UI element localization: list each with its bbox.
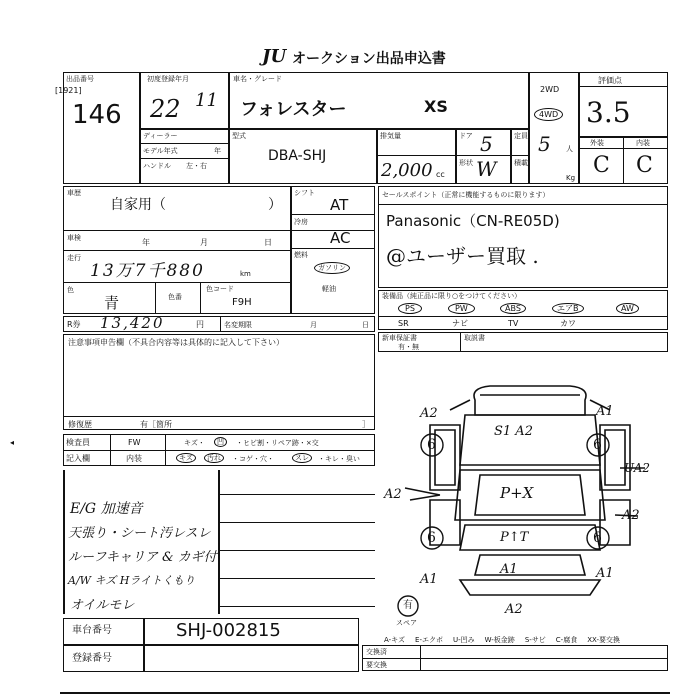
first-reg-month: 11 [195, 90, 218, 111]
spare-value: 有 [403, 600, 413, 611]
handle-label: ハンドル [143, 162, 171, 170]
capacity-label: 定員 [514, 132, 528, 140]
mileage-label: 走行 [67, 254, 81, 262]
shape-label: 形状 [459, 159, 473, 167]
inspector-row2-a: キズ [176, 453, 196, 463]
inspector-label: 検査員 [66, 438, 90, 447]
chassis-number: SHJ-002815 [176, 620, 281, 641]
sheet-code: [1921] [55, 86, 82, 95]
drive-4wd: 4WD [534, 108, 563, 121]
legend-replaced: 交換済 [366, 648, 387, 656]
mark-roof: S1 A2 [494, 424, 533, 439]
mark-a1-left-bottom: A1 [420, 572, 438, 587]
doors-label: ドア [459, 132, 473, 140]
inspector-row1-c: ・ヒビ割・リペア跡・×交 [236, 439, 319, 447]
equip-aw: AW [616, 303, 639, 314]
drive-2wd: 2WD [540, 85, 560, 94]
doors: 5 [480, 132, 493, 156]
inspection-day: 日 [264, 238, 272, 247]
inspector-fw: FW [128, 438, 141, 447]
equip-leather: カワ [560, 319, 576, 328]
inspector-row1-a: キズ・ [184, 439, 205, 447]
color-code: F9H [232, 297, 252, 308]
handle-options: 左・右 [186, 162, 207, 170]
shape: W [476, 157, 497, 181]
equip-tv: TV [508, 319, 519, 328]
cc-unit: cc [436, 170, 445, 179]
fuel: ガソリン [314, 262, 350, 274]
type-label: 型式 [232, 132, 246, 140]
equipment-label: 装備品（純正品に限り○をつけてください） [382, 292, 522, 300]
header-logo: JU [262, 46, 287, 67]
inspection-label: 車検 [67, 234, 81, 242]
history-label: 車歴 [67, 189, 81, 197]
equip-ps: PS [398, 303, 422, 314]
inspector-interior: 内装 [126, 454, 142, 463]
equip-navi: ナビ [452, 319, 468, 328]
spare-label: スペア [396, 619, 417, 627]
recycle-unit: 円 [196, 320, 204, 329]
kg-unit: Kg [566, 174, 576, 182]
mark-a2-left-mid: A2 [384, 487, 402, 502]
equip-abs: ABS [500, 303, 526, 314]
remark-1: E/G 加速音 [70, 501, 143, 517]
remark-5: オイルモレ [70, 598, 135, 613]
mark-hood: P+X [500, 484, 534, 502]
warranty-box [378, 332, 668, 352]
first-reg-label: 初度登録年月 [147, 75, 189, 83]
inspector-row2-b: 汚れ [204, 453, 224, 463]
fuel-label: 燃料 [294, 251, 308, 259]
equip-pw: PW [448, 303, 475, 314]
legend-needs-replace: 要交換 [366, 661, 387, 669]
ext-label: 外装 [590, 139, 604, 147]
equip-airbag: エアB [552, 303, 584, 314]
inspector-row2-d: スレ [292, 453, 312, 463]
grade: XS [424, 97, 448, 116]
inspection-month: 月 [200, 238, 208, 247]
shift-label: シフト [294, 189, 315, 197]
chassis-label: 車台番号 [72, 625, 112, 636]
lot-label: 出品番号 [66, 75, 94, 83]
inspector-row2-e: ・キレ・臭い [318, 455, 360, 463]
load-label: 積載 [514, 159, 528, 167]
capacity: 5 [538, 132, 551, 156]
mark-a2-left-top: A2 [420, 406, 438, 421]
inspector-row2-c: ・コゲ・穴・ [232, 455, 274, 463]
mark-front: P↑T [500, 530, 529, 545]
tire-front-left: 6 [427, 437, 436, 453]
meigi-label: 名変期限 [224, 321, 252, 329]
type-value: DBA-SHJ [268, 148, 327, 164]
legend-row: A-キズ E-エクボ U-凹み W-板金跡 S-サビ C-腐食 XX-要交換 [384, 636, 620, 644]
displacement-label: 排気量 [380, 132, 401, 140]
dealer-label: ディーラー [143, 132, 178, 140]
first-reg-year: 22 [150, 95, 181, 123]
entry-label: 記入欄 [66, 454, 90, 463]
color-code-label: 色コード [206, 285, 234, 293]
mark-ua2: UA2 [624, 461, 651, 475]
mark-a2-bottom: A2 [505, 602, 523, 617]
remark-2: 天張り・シート汚レスレ [68, 526, 211, 541]
fuel-other: 軽油 [322, 285, 336, 293]
sales-point-2: @ユーザー買取 . [386, 244, 539, 268]
manual-label: 取説書 [464, 334, 485, 342]
score-value: 3.5 [586, 96, 631, 129]
mark-a2-right: A2 [622, 508, 640, 523]
notes-label: 注意事項申告欄（不具合内容等は具体的に記入して下さい） [68, 338, 284, 347]
recycle-label: R券 [67, 320, 81, 329]
equip-sr: SR [398, 319, 409, 328]
inspector-row1-b: 凹 [214, 437, 227, 447]
mileage: 13万7千880 [90, 261, 205, 281]
warranty-value: 有・無 [398, 343, 419, 351]
color-no-label: 色番 [168, 293, 182, 301]
sales-point-1: Panasonic（CN-RE05D) [386, 212, 560, 230]
remark-4: A/W キズ Hライトくもり [68, 574, 195, 587]
sales-point-label: セールスポイント（正常に機能するものに限ります） [382, 191, 550, 199]
color: 青 [104, 294, 120, 312]
inspection-year: 年 [142, 238, 150, 247]
margin-mark: ◂ [10, 438, 15, 447]
reg-label: 登録番号 [72, 653, 112, 664]
score-label: 評価点 [598, 76, 622, 85]
model-label: 車名・グレード [233, 75, 282, 83]
history-value: 自家用（ [110, 197, 166, 213]
repair-value: 有［箇所 [140, 420, 172, 429]
tire-front-right: 6 [593, 437, 602, 453]
header-title: オークション出品申込書 [292, 51, 446, 67]
ext-grade: C [593, 153, 610, 178]
meigi-day: 日 [362, 321, 369, 329]
repair-close: ］ [362, 420, 370, 429]
sales-point-box [378, 186, 668, 288]
mark-a1-right-bottom: A1 [596, 566, 614, 581]
warranty-label: 新車保証書 [382, 334, 417, 342]
mark-a1-mid: A1 [500, 562, 518, 577]
history-close: ） [268, 197, 282, 213]
remark-3: ルーフキャリア & カギ付 [68, 550, 217, 565]
mark-a1-right-top: A1 [596, 404, 614, 419]
model-year-label: モデル年式 [143, 147, 178, 155]
lot-number: 146 [72, 100, 122, 130]
ac: AC [330, 229, 351, 247]
color-label: 色 [67, 286, 74, 294]
repair-label: 修復歴 [68, 420, 92, 429]
int-label: 内装 [636, 139, 650, 147]
ac-label: 冷房 [294, 218, 308, 226]
model-name: フォレスター [240, 99, 347, 120]
tire-rear-left: 6 [427, 530, 436, 546]
int-grade: C [636, 153, 653, 178]
displacement: 2,000 [381, 160, 433, 181]
capacity-unit: 人 [566, 145, 573, 153]
tire-rear-right: 6 [593, 530, 602, 546]
meigi-month: 月 [310, 321, 317, 329]
km-unit: km [240, 270, 251, 278]
shift: AT [330, 196, 349, 214]
recycle-value: 13,420 [100, 314, 165, 332]
model-year-unit: 年 [214, 147, 221, 155]
